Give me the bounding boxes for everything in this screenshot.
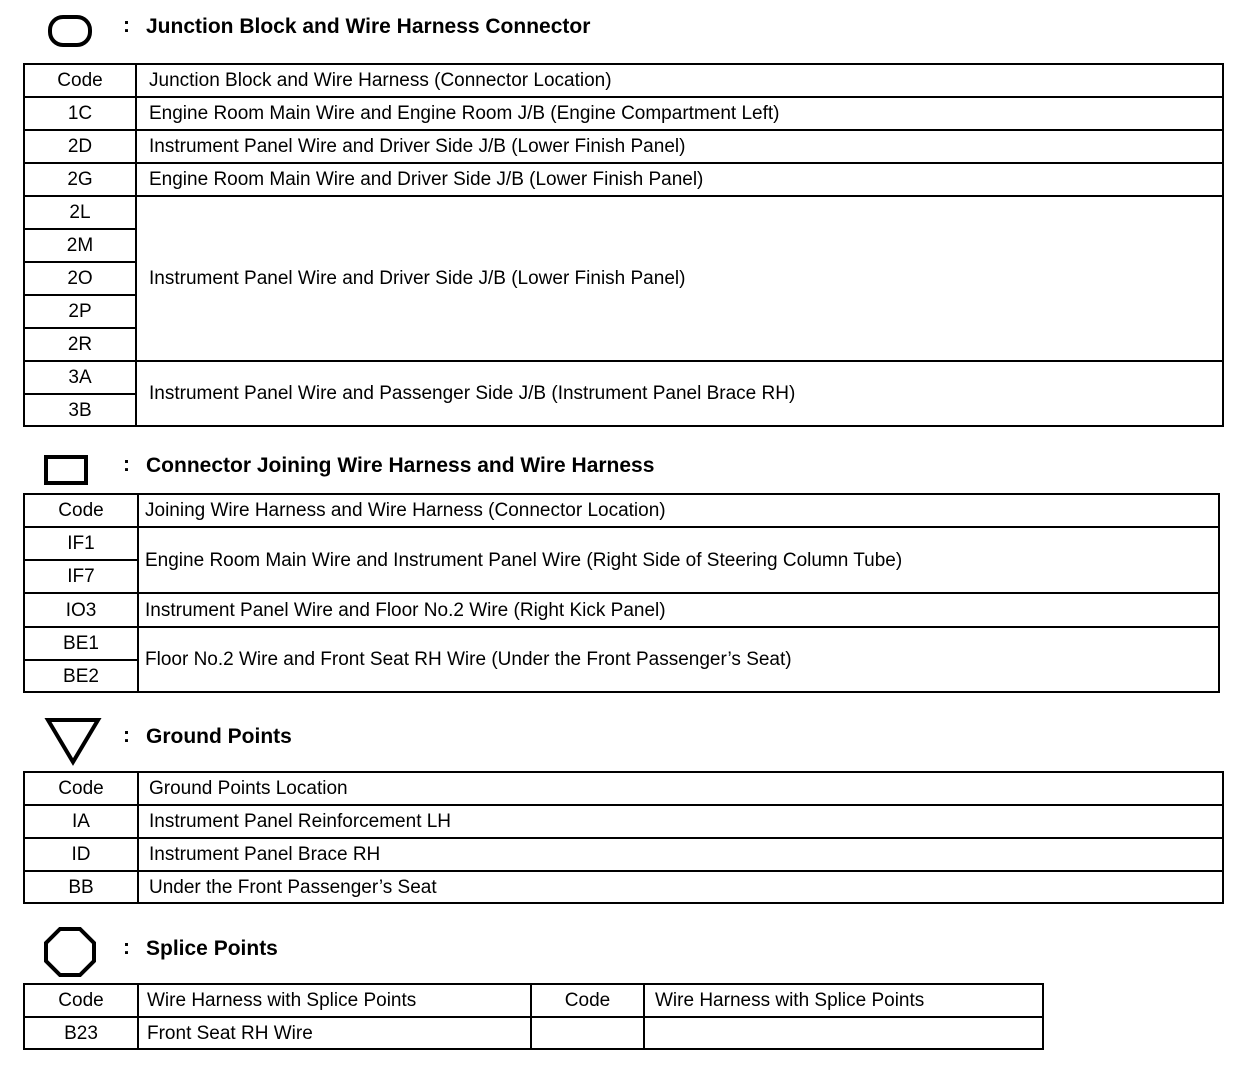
location-cell: Instrument Panel Wire and Passenger Side J/B (Instrument Panel Brace RH) xyxy=(136,361,1223,426)
table-row xyxy=(24,838,1223,871)
code-cell xyxy=(531,1017,644,1049)
code-cell: 2D xyxy=(24,130,136,163)
splice-table xyxy=(23,983,1044,1050)
wire-harness-header: Wire Harness with Splice Points xyxy=(138,984,531,1017)
code-cell: 3A xyxy=(24,361,136,394)
rounded-rectangle-icon xyxy=(47,14,93,48)
code-cell: 2O xyxy=(24,262,136,295)
table-row xyxy=(24,871,1223,903)
table-row xyxy=(24,163,1223,196)
code-header: Code xyxy=(24,984,138,1017)
code-header: Code xyxy=(24,772,138,805)
location-cell: Floor No.2 Wire and Front Seat RH Wire (Under the Front Passenger’s Seat) xyxy=(138,627,1219,692)
table-header-row xyxy=(24,772,1223,805)
section-colon: : xyxy=(123,14,130,37)
location-cell: Engine Room Main Wire and Engine Room J/B (Engine Compartment Left) xyxy=(136,97,1223,130)
location-cell: Instrument Panel Wire and Driver Side J/B (Lower Finish Panel) xyxy=(136,130,1223,163)
code-cell: ID xyxy=(24,838,138,871)
table-header-row xyxy=(24,494,1219,527)
octagon-icon xyxy=(43,926,97,978)
code-cell: IO3 xyxy=(24,593,138,627)
section-colon: : xyxy=(123,724,130,747)
table-header-row xyxy=(24,64,1223,97)
location-cell: Instrument Panel Wire and Driver Side J/B (Lower Finish Panel) xyxy=(136,196,1223,361)
square-icon xyxy=(43,454,89,486)
section-title: Connector Joining Wire Harness and Wire Harness xyxy=(146,454,655,477)
code-header: Code xyxy=(531,984,644,1017)
code-cell: 2L xyxy=(24,196,136,229)
table-row xyxy=(24,130,1223,163)
table-row xyxy=(24,627,1219,660)
code-cell: 2R xyxy=(24,328,136,361)
connector-table xyxy=(23,493,1220,693)
table-header-row xyxy=(24,984,1043,1017)
table-row xyxy=(24,1017,1043,1049)
wire-harness-cell xyxy=(644,1017,1043,1049)
code-cell: BE1 xyxy=(24,627,138,660)
code-cell: 2P xyxy=(24,295,136,328)
location-header: Joining Wire Harness and Wire Harness (Connector Location) xyxy=(138,494,1219,527)
wire-harness-cell: Front Seat RH Wire xyxy=(138,1017,531,1049)
section-colon: : xyxy=(123,936,130,959)
table-row xyxy=(24,593,1219,627)
location-header: Ground Points Location xyxy=(138,772,1223,805)
location-cell: Instrument Panel Brace RH xyxy=(138,838,1223,871)
code-cell: BB xyxy=(24,871,138,903)
location-header: Junction Block and Wire Harness (Connector Location) xyxy=(136,64,1223,97)
down-triangle-icon xyxy=(44,716,102,766)
section-title: Splice Points xyxy=(146,937,278,960)
section-colon: : xyxy=(123,453,130,476)
table-row xyxy=(24,527,1219,560)
code-cell: 2G xyxy=(24,163,136,196)
location-cell: Instrument Panel Reinforcement LH xyxy=(138,805,1223,838)
code-cell: BE2 xyxy=(24,660,138,692)
table-row xyxy=(24,361,1223,394)
location-cell: Instrument Panel Wire and Floor No.2 Wire (Right Kick Panel) xyxy=(138,593,1219,627)
code-cell: 1C xyxy=(24,97,136,130)
code-cell: IA xyxy=(24,805,138,838)
junction-table xyxy=(23,63,1224,427)
section-title: Junction Block and Wire Harness Connector xyxy=(146,15,591,38)
ground-table xyxy=(23,771,1224,904)
code-header: Code xyxy=(24,494,138,527)
table-row xyxy=(24,805,1223,838)
location-cell: Under the Front Passenger’s Seat xyxy=(138,871,1223,903)
code-cell: IF7 xyxy=(24,560,138,593)
location-cell: Engine Room Main Wire and Driver Side J/B (Lower Finish Panel) xyxy=(136,163,1223,196)
code-cell: 2M xyxy=(24,229,136,262)
location-cell: Engine Room Main Wire and Instrument Panel Wire (Right Side of Steering Column Tube) xyxy=(138,527,1219,593)
code-header: Code xyxy=(24,64,136,97)
code-cell: B23 xyxy=(24,1017,138,1049)
wire-harness-header: Wire Harness with Splice Points xyxy=(644,984,1043,1017)
table-row xyxy=(24,196,1223,229)
section-title: Ground Points xyxy=(146,725,292,748)
code-cell: 3B xyxy=(24,394,136,426)
table-row xyxy=(24,97,1223,130)
code-cell: IF1 xyxy=(24,527,138,560)
